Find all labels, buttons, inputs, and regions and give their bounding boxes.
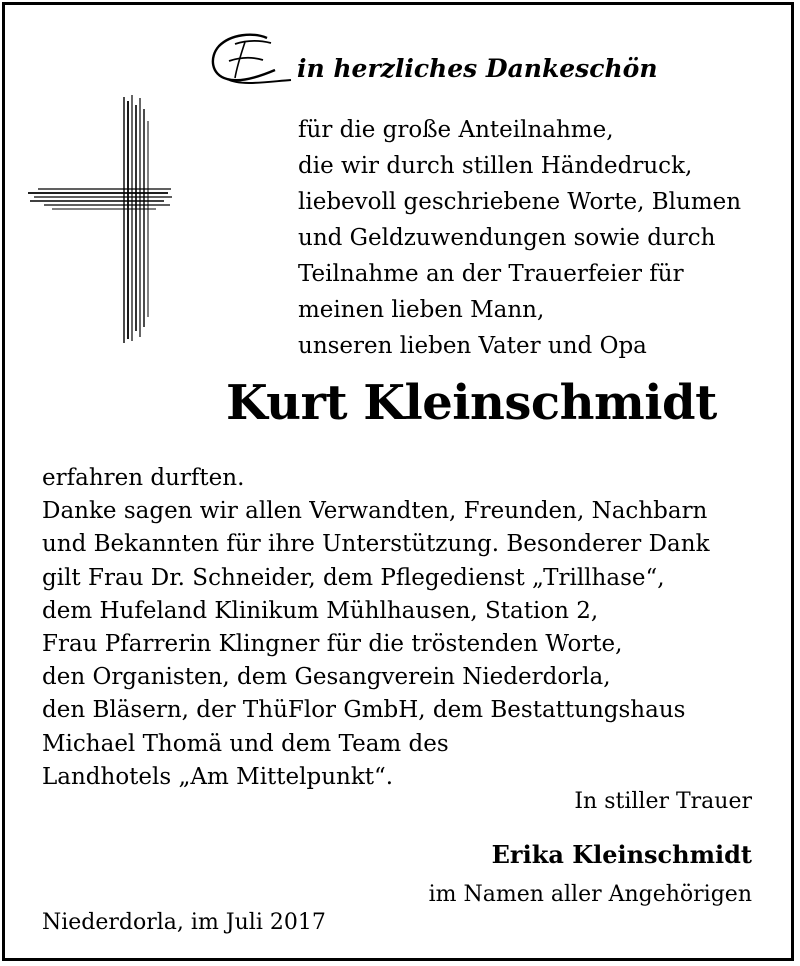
body-line: den Organisten, dem Gesangverein Niederdorla, xyxy=(42,664,611,691)
intro-line: meinen lieben Mann, xyxy=(298,297,545,323)
deceased-name: Kurt Kleinschmidt xyxy=(226,375,717,431)
body-line: dem Hufeland Klinikum Mühlhausen, Station 2, xyxy=(42,597,599,624)
body-line: Landhotels „Am Mittelpunkt“. xyxy=(42,763,394,790)
cross-icon xyxy=(28,95,173,349)
place-date: Niederdorla, im Juli 2017 xyxy=(42,910,326,935)
thanks-text xyxy=(42,462,710,794)
body-line: Michael Thomä und dem Team des xyxy=(42,730,449,757)
intro-line: unseren lieben Vater und Opa xyxy=(298,333,647,359)
mourning-line: In stiller Trauer xyxy=(574,789,752,814)
body-line: Danke sagen wir allen Verwandten, Freunden, Nachbarn xyxy=(42,498,708,525)
intro-line: für die große Anteilnahme, xyxy=(298,117,614,143)
body-line: und Bekannten für ihre Unterstützung. Besonderer Dank xyxy=(42,531,710,558)
body-line: Frau Pfarrerin Klingner für die tröstenden Worte, xyxy=(42,631,623,658)
body-line: gilt Frau Dr. Schneider, dem Pflegedienst „Trillhase“, xyxy=(42,564,665,591)
body-line: erfahren durften. xyxy=(42,465,245,491)
heading-text: in herzliches Dankeschön xyxy=(297,54,658,83)
intro-line: die wir durch stillen Händedruck, xyxy=(298,153,693,179)
body-line: den Bläsern, der ThüFlor GmbH, dem Bestattungshaus xyxy=(42,697,686,724)
signer-name: Erika Kleinschmidt xyxy=(491,840,752,869)
intro-text xyxy=(298,112,741,364)
intro-line: und Geldzuwendungen sowie durch xyxy=(298,225,716,251)
intro-line: liebevoll geschriebene Worte, Blumen xyxy=(298,189,742,215)
signer-note: im Namen aller Angehörigen xyxy=(428,882,752,907)
intro-line: Teilnahme an der Trauerfeier für xyxy=(298,261,684,287)
decorative-initial xyxy=(205,30,301,90)
